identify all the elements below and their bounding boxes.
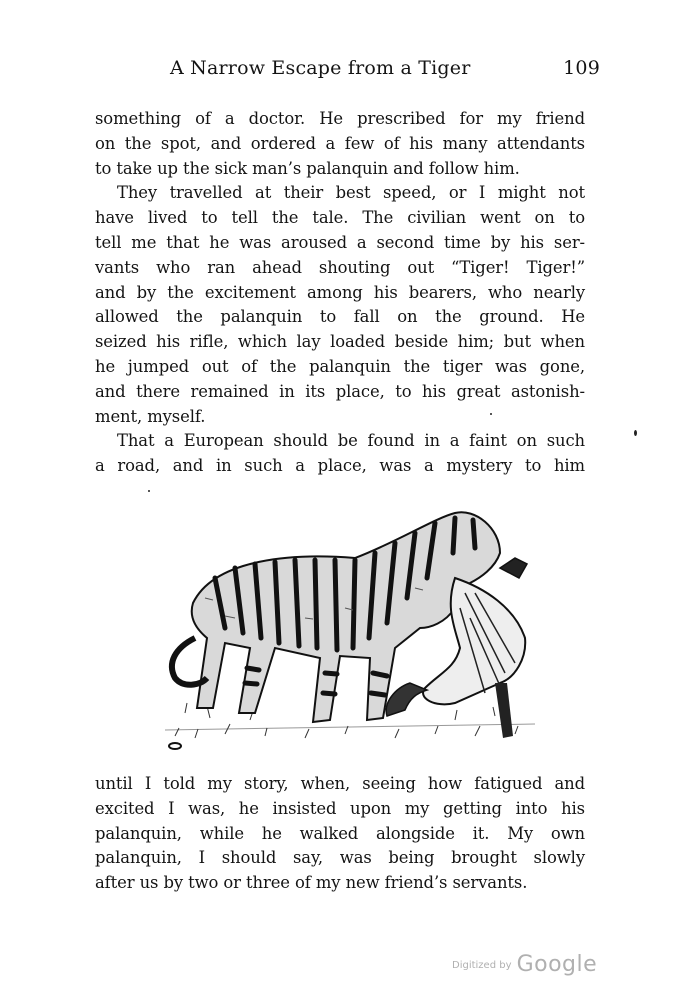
tiger-illustration [155,498,547,756]
chapter-title: A Narrow Escape from a Tiger [170,57,471,79]
text-line: That a European should be found in a faint on such [117,431,585,451]
watermark-prefix: Digitized by [452,960,512,971]
text-line: vants who ran ahead shouting out “Tiger! Tiger!” [95,257,585,277]
text-line: a road, and in such a place, was a mystery to him [95,456,585,476]
text-line: to take up the sick man’s palanquin and follow him. [95,158,520,178]
watermark-brand: Google [516,952,598,977]
tiger-carrying-man-engraving-icon [155,498,547,756]
text-line: seized his rifle, which lay loaded beside him; but when [95,332,585,352]
body-text-bottom [95,772,585,896]
text-line: ment, myself. [95,406,206,426]
text-line: have lived to tell the tale. The civilian went on to [95,208,585,228]
text-line: allowed the palanquin to fall on the ground. He [95,307,585,327]
digitized-by-google-watermark [452,952,597,977]
text-line: tell me that he was aroused a second time by his ser- [95,232,585,252]
text-line: and there remained in its place, to his great astonish- [95,381,585,401]
text-line: excited I was, he insisted upon my getting into his [95,798,585,818]
text-line: he jumped out of the palanquin the tiger was gone, [95,356,585,376]
scan-speck [490,413,492,415]
text-line: after us by two or three of my new friend’s servants. [95,873,528,893]
scan-speck [148,490,150,492]
body-text-top [95,107,585,479]
page-number: 109 [563,57,600,79]
text-line: They travelled at their best speed, or I might not [117,183,585,203]
text-line: on the spot, and ordered a few of his many attendants [95,133,585,153]
text-line: until I told my story, when, seeing how fatigued and [95,774,585,793]
text-line: palanquin, I should say, was being brought slowly [95,848,585,868]
text-line: palanquin, while he walked alongside it. My own [95,823,585,843]
text-line: and by the excitement among his bearers, who nearly [95,282,585,302]
text-line: something of a doctor. He prescribed for my friend [95,109,585,128]
scan-speck [634,430,637,436]
